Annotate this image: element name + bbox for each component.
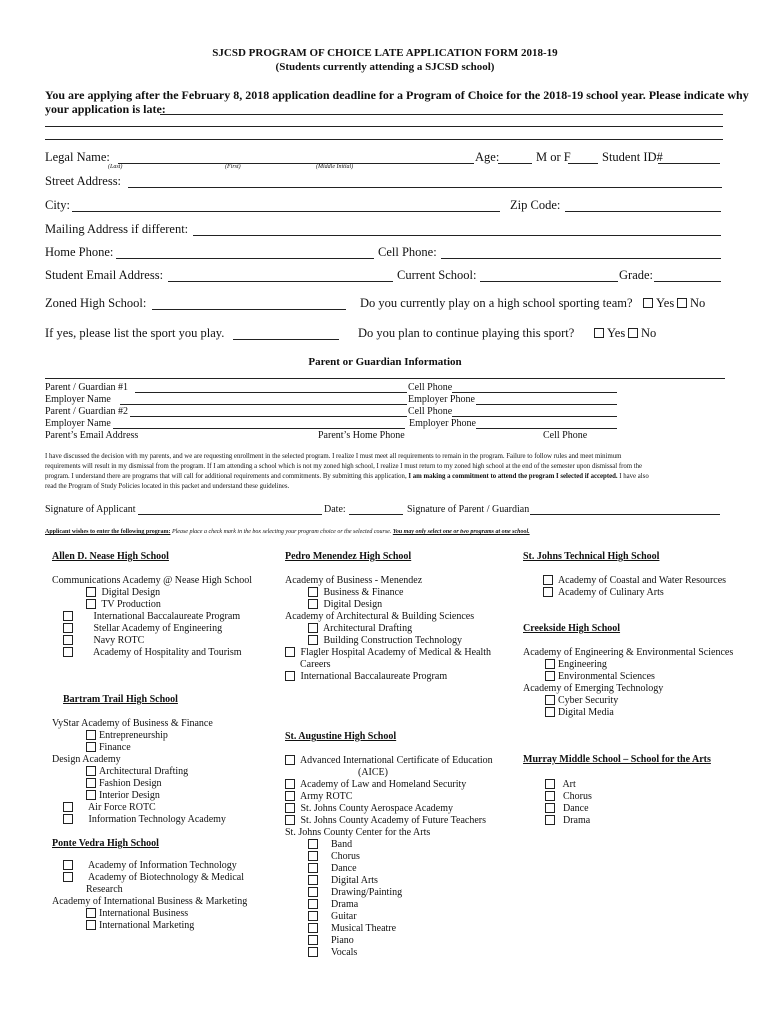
guardian2-field[interactable] [130, 416, 407, 417]
pv-aib: Academy of International Business & Marketing [52, 896, 248, 907]
continue-yes-option[interactable]: Yes [594, 326, 625, 341]
street-label: Street Address: [45, 174, 122, 188]
email-label: Student Email Address: [45, 268, 164, 282]
bartram-vystar: VyStar Academy of Business & Finance [52, 718, 213, 729]
home-phone-label: Home Phone: [45, 245, 114, 259]
checkbox-icon[interactable] [308, 935, 318, 945]
email-field[interactable] [168, 281, 393, 282]
legal-name-label: Legal Name: [45, 150, 110, 164]
guardian2-cell-field[interactable] [452, 416, 617, 417]
guardian1-label: Parent / Guardian #1 [45, 382, 129, 393]
checkbox-icon[interactable] [308, 587, 318, 597]
menendez-bct[interactable]: Building Construction Technology [308, 635, 462, 646]
city-field[interactable] [72, 211, 500, 212]
staug-digital-arts[interactable]: Digital Arts [308, 875, 378, 886]
checkbox-icon[interactable] [63, 611, 73, 621]
legal-name-field[interactable] [118, 163, 474, 164]
city-label: City: [45, 198, 71, 212]
checkbox-icon[interactable] [308, 947, 318, 957]
parent-email-label: Parent’s Email Address [45, 430, 139, 441]
sport-list-label: If yes, please list the sport you play. [45, 326, 225, 340]
staug-teachers[interactable]: St. Johns County Academy of Future Teachers [285, 815, 486, 826]
pv-intl-marketing[interactable]: International Marketing [86, 920, 194, 931]
employer1-phone-field[interactable] [476, 404, 617, 405]
nease-digital-design[interactable]: Digital Design [86, 587, 160, 598]
zoned-field[interactable] [152, 309, 346, 310]
form-subtitle: (Students currently attending a SJCSD school) [275, 61, 495, 73]
bartram-heading: Bartram Trail High School [63, 694, 178, 705]
staug-band[interactable]: Band [308, 839, 352, 850]
checkbox-icon[interactable] [63, 802, 73, 812]
continue-question: Do you plan to continue playing this sport? [358, 326, 575, 340]
late-reason-field-1[interactable] [160, 114, 723, 115]
bartram-fashion[interactable]: Fashion Design [86, 778, 162, 789]
checkbox-icon[interactable] [285, 671, 295, 681]
late-question-line1: You are applying after the February 8, 2018 application deadline for a Program of Choice for the 2018-19 school year. Please indicate why [45, 88, 749, 102]
age-label: Age: [475, 150, 500, 164]
gender-field[interactable] [568, 163, 598, 164]
checkbox-icon[interactable] [308, 839, 318, 849]
employer2-phone-field[interactable] [476, 428, 617, 429]
staug-piano[interactable]: Piano [308, 935, 354, 946]
staug-chorus[interactable]: Chorus [308, 851, 360, 862]
creekside-aees: Academy of Engineering & Environmental Sciences [523, 647, 734, 658]
bartram-arch-drafting[interactable]: Architectural Drafting [86, 766, 188, 777]
grade-label: Grade: [619, 268, 654, 282]
checkbox-icon[interactable] [308, 875, 318, 885]
menendez-flagler-cont: Careers [300, 659, 331, 670]
checkbox-icon[interactable] [545, 791, 555, 801]
student-id-label: Student ID# [602, 150, 663, 164]
student-id-field[interactable] [658, 163, 720, 164]
staug-aice-cont: (AICE) [358, 767, 388, 778]
checkbox-icon[interactable] [285, 755, 295, 765]
mailing-field[interactable] [193, 235, 721, 236]
creekside-heading: Creekside High School [523, 623, 621, 634]
guardian1-cell-label: Cell Phone [408, 382, 453, 393]
cell-phone-field[interactable] [441, 258, 721, 259]
bartram-design-academy: Design Academy [52, 754, 121, 765]
murray-chorus[interactable]: Chorus [545, 791, 592, 802]
pv-biotech-cont: Research [86, 884, 123, 895]
bartram-interior[interactable]: Interior Design [86, 790, 160, 801]
checkbox-icon[interactable] [308, 623, 318, 633]
staug-heading: St. Augustine High School [285, 731, 397, 742]
pv-biotech[interactable]: Academy of Biotechnology & Medical [63, 872, 244, 883]
parent-signature-label: Signature of Parent / Guardian [407, 504, 530, 515]
checkbox-icon[interactable] [308, 599, 318, 609]
nease-hospitality[interactable]: Academy of Hospitality and Tourism [63, 647, 242, 658]
creekside-digital-media[interactable]: Digital Media [545, 707, 614, 718]
staug-aero[interactable]: St. Johns County Aerospace Academy [285, 803, 453, 814]
checkbox-icon[interactable] [545, 707, 555, 717]
nease-comm-academy: Communications Academy @ Nease High School [52, 575, 253, 586]
checkbox-icon[interactable] [628, 328, 638, 338]
agreement-line1: I have discussed the decision with my parents, and we are requesting enrollment in the selected program. I realize I must meet all requirements to remain in the program. Failure to follow rules and meet minimum [45, 453, 622, 460]
staug-musical-theatre[interactable]: Musical Theatre [308, 923, 396, 934]
checkbox-icon[interactable] [63, 623, 73, 633]
current-school-label: Current School: [397, 268, 477, 282]
age-field[interactable] [498, 163, 532, 164]
employer1-field[interactable] [120, 404, 407, 405]
staug-law[interactable]: Academy of Law and Homeland Security [285, 779, 466, 790]
cell-phone-label: Cell Phone: [378, 245, 437, 259]
middle-initial-hint: (Middle Initial) [316, 164, 354, 170]
menendez-aob: Academy of Business - Menendez [285, 575, 423, 586]
checkbox-icon[interactable] [543, 575, 553, 585]
continue-no-option[interactable]: No [628, 326, 656, 341]
late-reason-field-2[interactable] [45, 126, 723, 127]
parent-cell-label: Cell Phone [543, 430, 588, 441]
pv-info-tech[interactable]: Academy of Information Technology [63, 860, 237, 871]
sport-yes-option[interactable]: Yes [643, 296, 674, 311]
guardian-heading: Parent or Guardian Information [308, 356, 462, 368]
checkbox-icon[interactable] [63, 635, 73, 645]
nease-ib[interactable]: International Baccalaureate Program [63, 611, 240, 622]
sjt-culinary[interactable]: Academy of Culinary Arts [543, 587, 664, 598]
late-reason-field-3[interactable] [45, 139, 723, 140]
agreement-line2: requirements will result in my dismissal from the program. If I am attending a school which is not my zoned high school, I realize I must return to my zoned high school at the end of the semester upon dismissal from the [45, 463, 643, 470]
checkbox-icon[interactable] [543, 587, 553, 597]
date-field[interactable] [349, 514, 403, 515]
sjt-coastal[interactable]: Academy of Coastal and Water Resources [543, 575, 726, 586]
form-title: SJCSD PROGRAM OF CHOICE LATE APPLICATION FORM 2018-19 [212, 47, 558, 59]
checkbox-icon[interactable] [545, 671, 555, 681]
checkbox-icon[interactable] [86, 599, 96, 609]
checkbox-icon[interactable] [285, 779, 295, 789]
applicant-signature-field[interactable] [138, 514, 322, 515]
program-instructions: Applicant wishes to enter the following program: Please place a check mark in the box selecting your program choice or the selected course. You may only select one or two programs at one school. [45, 529, 530, 535]
checkbox-icon[interactable] [545, 803, 555, 813]
date-label: Date: [324, 504, 346, 515]
mailing-label: Mailing Address if different: [45, 222, 189, 236]
street-field[interactable] [128, 187, 722, 188]
staug-drama[interactable]: Drama [308, 899, 358, 910]
home-phone-field[interactable] [116, 258, 374, 259]
applicant-signature-label: Signature of Applicant [45, 504, 136, 515]
checkbox-icon[interactable] [86, 766, 96, 776]
zip-label: Zip Code: [510, 198, 561, 212]
murray-heading: Murray Middle School – School for the Arts [523, 754, 711, 765]
checkbox-icon[interactable] [545, 779, 555, 789]
checkbox-icon[interactable] [643, 298, 653, 308]
sport-no-option[interactable]: No [677, 296, 705, 311]
murray-drama[interactable]: Drama [545, 815, 590, 826]
pv-intl-business[interactable]: International Business [86, 908, 188, 919]
employer1-phone-label: Employer Phone [408, 394, 475, 405]
murray-dance[interactable]: Dance [545, 803, 589, 814]
menendez-ad[interactable]: Architectural Drafting [308, 623, 412, 634]
checkbox-icon[interactable] [594, 328, 604, 338]
staug-vocals[interactable]: Vocals [308, 947, 357, 958]
checkbox-icon[interactable] [308, 887, 318, 897]
creekside-engineering[interactable]: Engineering [545, 659, 607, 670]
sport-question: Do you currently play on a high school sporting team? [360, 296, 633, 310]
staug-guitar[interactable]: Guitar [308, 911, 357, 922]
murray-art[interactable]: Art [545, 779, 576, 790]
checkbox-icon[interactable] [308, 635, 318, 645]
menendez-flagler[interactable]: Flagler Hospital Academy of Medical & Health [285, 647, 491, 658]
checkbox-icon[interactable] [86, 587, 96, 597]
checkbox-icon[interactable] [86, 730, 96, 740]
late-question-line2: your application is late: [45, 102, 166, 116]
agreement-line3: program. I understand there are programs that will call for additional requirements and commitments. By submitting this application, I am making a commitment to attend the program I selected if accepted. I have also [45, 473, 649, 480]
employer2-field[interactable] [113, 428, 405, 429]
checkbox-icon[interactable] [308, 899, 318, 909]
creekside-cyber[interactable]: Cyber Security [545, 695, 618, 706]
checkbox-icon[interactable] [545, 695, 555, 705]
bartram-finance[interactable]: Finance [86, 742, 131, 753]
checkbox-icon[interactable] [677, 298, 687, 308]
nease-heading: Allen D. Nease High School [52, 551, 169, 562]
checkbox-icon[interactable] [86, 778, 96, 788]
sjt-heading: St. Johns Technical High School [523, 551, 660, 562]
checkbox-icon[interactable] [308, 863, 318, 873]
creekside-env-sci[interactable]: Environmental Sciences [545, 671, 655, 682]
checkbox-icon[interactable] [63, 814, 73, 824]
nease-stellar[interactable]: Stellar Academy of Engineering [63, 623, 222, 634]
guardian1-cell-field[interactable] [452, 392, 617, 393]
menendez-heading: Pedro Menendez High School [285, 551, 412, 562]
checkbox-icon[interactable] [285, 791, 295, 801]
staug-drawing[interactable]: Drawing/Painting [308, 887, 402, 898]
staug-arts-center: St. Johns County Center for the Arts [285, 827, 431, 838]
menendez-ib[interactable]: International Baccalaureate Program [285, 671, 447, 682]
employer2-phone-label: Employer Phone [409, 418, 476, 429]
current-school-field[interactable] [480, 281, 618, 282]
sport-list-field[interactable] [233, 339, 339, 340]
grade-field[interactable] [654, 281, 721, 282]
guardian2-cell-label: Cell Phone [408, 406, 453, 417]
employer1-label: Employer Name [45, 394, 111, 405]
guardian-divider [45, 378, 725, 379]
parent-home-phone-label: Parent’s Home Phone [318, 430, 405, 441]
checkbox-icon[interactable] [285, 803, 295, 813]
bartram-af-rotc[interactable]: Air Force ROTC [63, 802, 156, 813]
checkbox-icon[interactable] [86, 790, 96, 800]
agreement-line4: read the Program of Study Policies located in this packet and understand these guidelines. [45, 483, 290, 490]
staug-aice[interactable]: Advanced International Certificate of Education [285, 755, 493, 766]
guardian1-field[interactable] [135, 392, 407, 393]
checkbox-icon[interactable] [545, 815, 555, 825]
staug-army[interactable]: Army ROTC [285, 791, 352, 802]
checkbox-icon[interactable] [285, 647, 295, 657]
checkbox-icon[interactable] [285, 815, 295, 825]
guardian2-label: Parent / Guardian #2 [45, 406, 129, 417]
zip-field[interactable] [565, 211, 721, 212]
menendez-aabs: Academy of Architectural & Building Sciences [285, 611, 475, 622]
checkbox-icon[interactable] [63, 872, 73, 882]
checkbox-icon[interactable] [63, 647, 73, 657]
staug-dance[interactable]: Dance [308, 863, 357, 874]
menendez-bf[interactable]: Business & Finance [308, 587, 404, 598]
checkbox-icon[interactable] [63, 860, 73, 870]
first-name-hint: (First) [225, 164, 241, 170]
checkbox-icon[interactable] [86, 742, 96, 752]
checkbox-icon[interactable] [545, 659, 555, 669]
nease-navy-rotc[interactable]: Navy ROTC [63, 635, 144, 646]
checkbox-icon[interactable] [308, 923, 318, 933]
bartram-it[interactable]: Information Technology Academy [63, 814, 226, 825]
checkbox-icon[interactable] [86, 920, 96, 930]
gender-label: M or F [536, 150, 571, 164]
parent-signature-field[interactable] [530, 514, 720, 515]
checkbox-icon[interactable] [308, 851, 318, 861]
checkbox-icon[interactable] [308, 911, 318, 921]
menendez-dd[interactable]: Digital Design [308, 599, 382, 610]
last-name-hint: (Last) [108, 164, 123, 170]
zoned-label: Zoned High School: [45, 296, 147, 310]
bartram-entrepreneurship[interactable]: Entrepreneurship [86, 730, 168, 741]
nease-tv-production[interactable]: TV Production [86, 599, 161, 610]
employer2-label: Employer Name [45, 418, 111, 429]
creekside-aet: Academy of Emerging Technology [523, 683, 664, 694]
pv-heading: Ponte Vedra High School [52, 838, 159, 849]
checkbox-icon[interactable] [86, 908, 96, 918]
